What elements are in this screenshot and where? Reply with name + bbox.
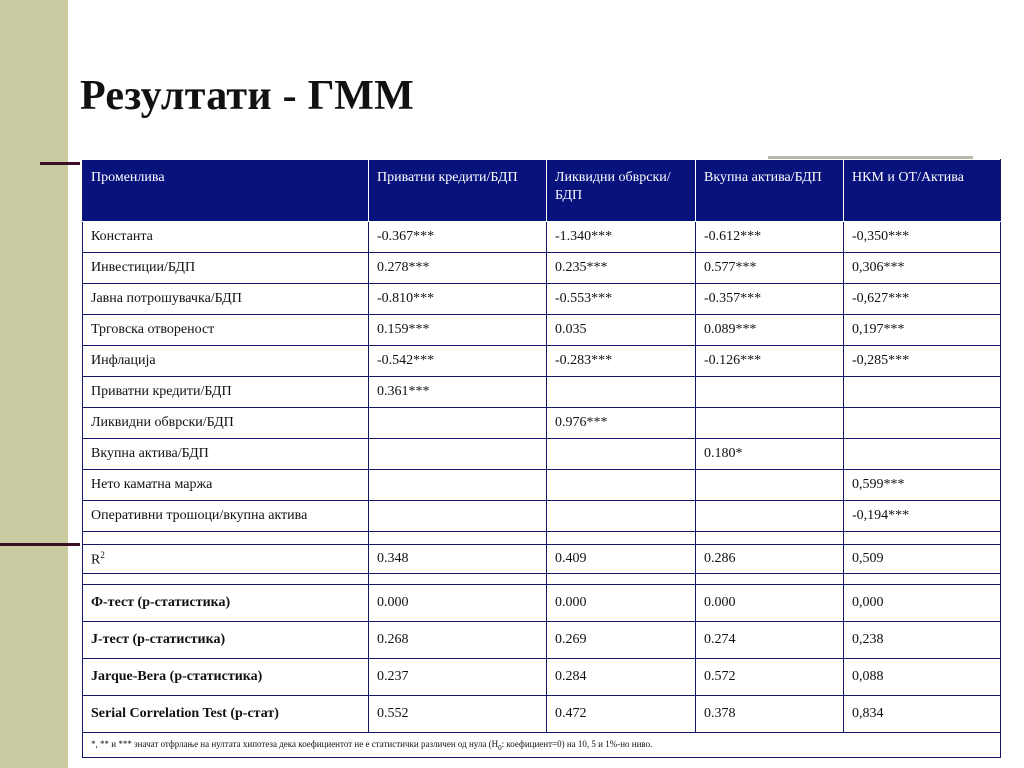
- header-cell: Вкупна актива/БДП: [696, 160, 844, 222]
- slide-title: Резултати - ГММ: [80, 73, 415, 119]
- value-cell: 0.035: [547, 315, 696, 346]
- results-table: [82, 159, 1001, 758]
- value-cell: -0,194***: [844, 501, 1001, 532]
- value-cell: 0.409: [547, 545, 696, 574]
- value-cell: -0.553***: [547, 284, 696, 315]
- table-row: [83, 501, 1001, 532]
- value-cell: 0.268: [369, 622, 547, 659]
- value-cell: -0,285***: [844, 346, 1001, 377]
- value-cell: -0,350***: [844, 222, 1001, 253]
- stat-row: [83, 622, 1001, 659]
- value-cell: 0,306***: [844, 253, 1001, 284]
- decor-rule-middle: [0, 543, 80, 546]
- value-cell: 0.286: [696, 545, 844, 574]
- value-cell: [844, 377, 1001, 408]
- variable-cell: Јавна потрошувачка/БДП: [83, 284, 369, 315]
- table-row: [83, 284, 1001, 315]
- footnote: *, ** и *** значат отфрлање на нултата хипотеза дека коефициентот не е статистички различен од нула ($H_0$: коефициент=0) на 10, 5 и 1%-но ниво.: [83, 733, 1001, 758]
- value-cell: 0.361***: [369, 377, 547, 408]
- value-cell: 0.976***: [547, 408, 696, 439]
- table-row: [83, 222, 1001, 253]
- table-row: [83, 439, 1001, 470]
- variable-cell: Вкупна актива/БДП: [83, 439, 369, 470]
- value-cell: 0.552: [369, 696, 547, 733]
- table-row: [83, 470, 1001, 501]
- table-row: [83, 346, 1001, 377]
- value-cell: -0.367***: [369, 222, 547, 253]
- spacer-row: [83, 532, 1001, 545]
- value-cell: 0.235***: [547, 253, 696, 284]
- variable-cell: Инвестиции/БДП: [83, 253, 369, 284]
- value-cell: [696, 470, 844, 501]
- value-cell: -0.283***: [547, 346, 696, 377]
- stat-row: [83, 696, 1001, 733]
- footnote-row: [83, 733, 1001, 758]
- variable-cell: Константа: [83, 222, 369, 253]
- value-cell: 0.089***: [696, 315, 844, 346]
- variable-cell: Приватни кредити/БДП: [83, 377, 369, 408]
- value-cell: 0.000: [547, 585, 696, 622]
- value-cell: [547, 501, 696, 532]
- stat-label: Ф-тест (p-статистика): [83, 585, 369, 622]
- header-cell: Променлива: [83, 160, 369, 222]
- header-cell: НКМ и ОТ/Актива: [844, 160, 1001, 222]
- value-cell: 0,599***: [844, 470, 1001, 501]
- value-cell: [696, 377, 844, 408]
- stat-label: J-тест (p-статистика): [83, 622, 369, 659]
- value-cell: 0.180*: [696, 439, 844, 470]
- value-cell: 0.348: [369, 545, 547, 574]
- table-row: [83, 315, 1001, 346]
- value-cell: 0.000: [369, 585, 547, 622]
- value-cell: 0.159***: [369, 315, 547, 346]
- stat-row: [83, 585, 1001, 622]
- value-cell: 0,000: [844, 585, 1001, 622]
- value-cell: 0.274: [696, 622, 844, 659]
- decor-rule-top: [40, 162, 80, 165]
- variable-cell: Инфлација: [83, 346, 369, 377]
- value-cell: 0,509: [844, 545, 1001, 574]
- value-cell: [844, 408, 1001, 439]
- stat-label: Serial Correlation Test (p-стат): [83, 696, 369, 733]
- variable-cell: Нето каматна маржа: [83, 470, 369, 501]
- value-cell: -1.340***: [547, 222, 696, 253]
- value-cell: [369, 501, 547, 532]
- table-row: [83, 377, 1001, 408]
- table-header-row: [83, 160, 1001, 222]
- value-cell: 0.284: [547, 659, 696, 696]
- stat-row: [83, 659, 1001, 696]
- variable-cell: Ликвидни обврски/БДП: [83, 408, 369, 439]
- value-cell: -0.612***: [696, 222, 844, 253]
- value-cell: [547, 377, 696, 408]
- value-cell: 0,834: [844, 696, 1001, 733]
- r-squared-row: [83, 545, 1001, 574]
- header-cell: Приватни кредити/БДП: [369, 160, 547, 222]
- value-cell: -0,627***: [844, 284, 1001, 315]
- variable-cell: Трговска отвореност: [83, 315, 369, 346]
- value-cell: [696, 501, 844, 532]
- value-cell: 0.378: [696, 696, 844, 733]
- value-cell: -0.810***: [369, 284, 547, 315]
- value-cell: 0,088: [844, 659, 1001, 696]
- value-cell: 0,197***: [844, 315, 1001, 346]
- value-cell: 0,238: [844, 622, 1001, 659]
- value-cell: -0.126***: [696, 346, 844, 377]
- value-cell: [547, 439, 696, 470]
- value-cell: [696, 408, 844, 439]
- spacer-row: [83, 574, 1001, 585]
- value-cell: [547, 470, 696, 501]
- value-cell: -0.357***: [696, 284, 844, 315]
- value-cell: -0.542***: [369, 346, 547, 377]
- value-cell: [369, 439, 547, 470]
- value-cell: 0.269: [547, 622, 696, 659]
- table-row: [83, 408, 1001, 439]
- header-cell: Ликвидни обврски/БДП: [547, 160, 696, 222]
- value-cell: 0.472: [547, 696, 696, 733]
- value-cell: 0.000: [696, 585, 844, 622]
- table-row: [83, 253, 1001, 284]
- value-cell: [844, 439, 1001, 470]
- value-cell: 0.572: [696, 659, 844, 696]
- value-cell: [369, 470, 547, 501]
- left-decor-band: [0, 0, 68, 768]
- value-cell: 0.237: [369, 659, 547, 696]
- stat-label: Jarque-Bera (p-статистика): [83, 659, 369, 696]
- value-cell: 0.577***: [696, 253, 844, 284]
- value-cell: 0.278***: [369, 253, 547, 284]
- variable-cell: Оперативни трошоци/вкупна актива: [83, 501, 369, 532]
- value-cell: [369, 408, 547, 439]
- r-squared-label: $R^2$: [83, 545, 369, 574]
